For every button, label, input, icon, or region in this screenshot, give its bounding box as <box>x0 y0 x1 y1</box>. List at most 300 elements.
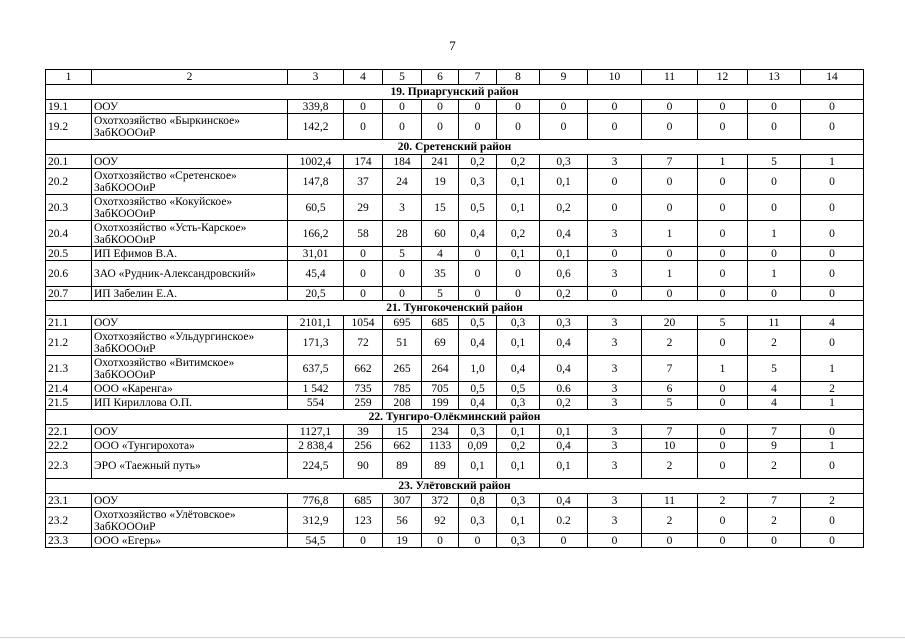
value-cell: 0 <box>801 508 864 534</box>
value-cell: 0 <box>540 114 588 140</box>
value-cell: 0 <box>801 287 864 301</box>
value-cell: 0,1 <box>497 169 540 195</box>
value-cell: 0 <box>698 114 748 140</box>
value-cell: 0,4 <box>540 439 588 453</box>
row-name-cell: ЗАО «Рудник-Александровский» <box>92 261 288 287</box>
row-code-cell: 22.3 <box>46 453 92 479</box>
row-name-cell: ИП Кириллова О.П. <box>92 396 288 410</box>
district-section-row <box>46 479 864 494</box>
value-cell: 15 <box>383 425 422 439</box>
table-row <box>46 261 864 287</box>
value-cell: 92 <box>422 508 459 534</box>
column-number-cell: 10 <box>588 70 642 85</box>
value-cell: 0 <box>748 100 801 114</box>
value-cell: 2 <box>698 494 748 508</box>
value-cell: 0 <box>801 425 864 439</box>
value-cell: 0,3 <box>540 155 588 169</box>
value-cell: 0,2 <box>497 155 540 169</box>
district-title: 19. Приаргунский район <box>46 85 864 100</box>
page-bottom-divider <box>0 637 905 638</box>
row-name-cell: ООУ <box>92 316 288 330</box>
value-cell: 0,3 <box>459 169 497 195</box>
value-cell: 0,1 <box>459 453 497 479</box>
value-cell: 0 <box>422 114 459 140</box>
value-cell: 0,3 <box>497 494 540 508</box>
value-cell: 776,8 <box>288 494 344 508</box>
value-cell: 29 <box>344 195 383 221</box>
column-number-cell: 2 <box>92 70 288 85</box>
value-cell: 11 <box>748 316 801 330</box>
value-cell: 0 <box>383 114 422 140</box>
district-section-row <box>46 410 864 425</box>
value-cell: 208 <box>383 396 422 410</box>
value-cell: 24 <box>383 169 422 195</box>
value-cell: 241 <box>422 155 459 169</box>
value-cell: 0 <box>801 195 864 221</box>
value-cell: 2101,1 <box>288 316 344 330</box>
table-row <box>46 114 864 140</box>
table-row <box>46 396 864 410</box>
value-cell: 10 <box>642 439 698 453</box>
row-code-cell: 22.2 <box>46 439 92 453</box>
value-cell: 0,8 <box>459 494 497 508</box>
value-cell: 123 <box>344 508 383 534</box>
value-cell: 0 <box>497 287 540 301</box>
table-row <box>46 169 864 195</box>
value-cell: 0 <box>383 287 422 301</box>
value-cell: 785 <box>383 382 422 396</box>
value-cell: 0,4 <box>540 494 588 508</box>
value-cell: 90 <box>344 453 383 479</box>
value-cell: 0 <box>698 195 748 221</box>
column-number-cell: 1 <box>46 70 92 85</box>
row-code-cell: 20.1 <box>46 155 92 169</box>
value-cell: 0,6 <box>540 261 588 287</box>
value-cell: 0 <box>422 534 459 548</box>
value-cell: 0 <box>748 534 801 548</box>
row-code-cell: 20.7 <box>46 287 92 301</box>
value-cell: 0 <box>801 453 864 479</box>
value-cell: 2 <box>801 494 864 508</box>
value-cell: 0 <box>801 221 864 247</box>
value-cell: 339,8 <box>288 100 344 114</box>
value-cell: 7 <box>642 155 698 169</box>
row-name-cell: ИП Ефимов В.А. <box>92 247 288 261</box>
value-cell: 662 <box>344 356 383 382</box>
value-cell: 0,1 <box>497 195 540 221</box>
value-cell: 0,3 <box>497 396 540 410</box>
value-cell: 0,1 <box>540 425 588 439</box>
table-row <box>46 439 864 453</box>
value-cell: 3 <box>588 494 642 508</box>
value-cell: 1 <box>698 155 748 169</box>
row-name-cell: ИП Забелин Е.А. <box>92 287 288 301</box>
value-cell: 0,5 <box>497 382 540 396</box>
value-cell: 554 <box>288 396 344 410</box>
table-row <box>46 316 864 330</box>
table-body <box>46 70 864 548</box>
value-cell: 147,8 <box>288 169 344 195</box>
value-cell: 142,2 <box>288 114 344 140</box>
value-cell: 1 542 <box>288 382 344 396</box>
value-cell: 0,4 <box>459 221 497 247</box>
value-cell: 0 <box>344 261 383 287</box>
value-cell: 0.6 <box>540 382 588 396</box>
value-cell: 3 <box>588 508 642 534</box>
value-cell: 0 <box>497 100 540 114</box>
column-number-cell: 6 <box>422 70 459 85</box>
value-cell: 7 <box>748 494 801 508</box>
value-cell: 6 <box>642 382 698 396</box>
value-cell: 199 <box>422 396 459 410</box>
value-cell: 0 <box>642 195 698 221</box>
value-cell: 685 <box>422 316 459 330</box>
table-row <box>46 155 864 169</box>
row-code-cell: 21.4 <box>46 382 92 396</box>
row-name-cell: ЭРО «Таежный путь» <box>92 453 288 479</box>
value-cell: 1 <box>801 439 864 453</box>
value-cell: 224,5 <box>288 453 344 479</box>
value-cell: 54,5 <box>288 534 344 548</box>
value-cell: 0 <box>698 169 748 195</box>
value-cell: 4 <box>748 396 801 410</box>
value-cell: 5 <box>642 396 698 410</box>
value-cell: 4 <box>422 247 459 261</box>
value-cell: 0,2 <box>497 439 540 453</box>
value-cell: 0 <box>801 247 864 261</box>
value-cell: 39 <box>344 425 383 439</box>
row-name-cell: ООО «Тунгирохота» <box>92 439 288 453</box>
value-cell: 0 <box>588 169 642 195</box>
value-cell: 2 <box>748 508 801 534</box>
value-cell: 0,5 <box>459 316 497 330</box>
value-cell: 5 <box>383 247 422 261</box>
value-cell: 0,2 <box>540 287 588 301</box>
value-cell: 0 <box>588 100 642 114</box>
value-cell: 58 <box>344 221 383 247</box>
value-cell: 5 <box>748 155 801 169</box>
value-cell: 0 <box>422 100 459 114</box>
value-cell: 0,4 <box>459 330 497 356</box>
table-row <box>46 221 864 247</box>
value-cell: 2 <box>748 453 801 479</box>
value-cell: 0 <box>459 100 497 114</box>
row-name-cell: Охотхозяйство «Витимское» ЗабКОООиР <box>92 356 288 382</box>
value-cell: 0 <box>642 169 698 195</box>
value-cell: 2 <box>642 330 698 356</box>
value-cell: 45,4 <box>288 261 344 287</box>
value-cell: 234 <box>422 425 459 439</box>
value-cell: 0,3 <box>497 534 540 548</box>
value-cell: 15 <box>422 195 459 221</box>
column-number-cell: 12 <box>698 70 748 85</box>
value-cell: 735 <box>344 382 383 396</box>
row-code-cell: 23.1 <box>46 494 92 508</box>
value-cell: 0,3 <box>459 508 497 534</box>
value-cell: 0,4 <box>540 221 588 247</box>
value-cell: 0,3 <box>540 316 588 330</box>
value-cell: 0,2 <box>459 155 497 169</box>
value-cell: 1002,4 <box>288 155 344 169</box>
table-row <box>46 534 864 548</box>
value-cell: 1 <box>642 221 698 247</box>
value-cell: 184 <box>383 155 422 169</box>
value-cell: 0 <box>698 261 748 287</box>
value-cell: 0 <box>642 114 698 140</box>
value-cell: 3 <box>588 356 642 382</box>
value-cell: 5 <box>422 287 459 301</box>
value-cell: 0 <box>642 534 698 548</box>
value-cell: 0 <box>588 247 642 261</box>
district-title: 20. Сретенский район <box>46 140 864 155</box>
value-cell: 3 <box>588 425 642 439</box>
value-cell: 0 <box>748 114 801 140</box>
value-cell: 0 <box>801 114 864 140</box>
value-cell: 0 <box>801 169 864 195</box>
value-cell: 0 <box>588 287 642 301</box>
value-cell: 3 <box>588 221 642 247</box>
row-name-cell: ООО «Егерь» <box>92 534 288 548</box>
value-cell: 20 <box>642 316 698 330</box>
value-cell: 264 <box>422 356 459 382</box>
value-cell: 705 <box>422 382 459 396</box>
value-cell: 2 <box>748 330 801 356</box>
value-cell: 1 <box>698 356 748 382</box>
district-section-row <box>46 301 864 316</box>
value-cell: 3 <box>588 316 642 330</box>
value-cell: 0 <box>698 534 748 548</box>
value-cell: 307 <box>383 494 422 508</box>
value-cell: 0 <box>748 247 801 261</box>
value-cell: 0 <box>459 261 497 287</box>
value-cell: 0 <box>698 439 748 453</box>
value-cell: 0,3 <box>459 425 497 439</box>
table-row <box>46 247 864 261</box>
value-cell: 0,1 <box>497 330 540 356</box>
row-code-cell: 20.5 <box>46 247 92 261</box>
row-name-cell: Охотхозяйство «Кокуйское» ЗабКОООиР <box>92 195 288 221</box>
row-name-cell: Охотхозяйство «Усть-Карское» ЗабКОООиР <box>92 221 288 247</box>
data-table <box>45 69 864 548</box>
value-cell: 3 <box>588 330 642 356</box>
row-code-cell: 23.3 <box>46 534 92 548</box>
row-code-cell: 20.2 <box>46 169 92 195</box>
value-cell: 0 <box>540 534 588 548</box>
value-cell: 60,5 <box>288 195 344 221</box>
row-code-cell: 21.5 <box>46 396 92 410</box>
column-number-cell: 4 <box>344 70 383 85</box>
value-cell: 69 <box>422 330 459 356</box>
row-code-cell: 23.2 <box>46 508 92 534</box>
value-cell: 0 <box>698 100 748 114</box>
value-cell: 1 <box>801 356 864 382</box>
value-cell: 0 <box>540 100 588 114</box>
value-cell: 3 <box>588 453 642 479</box>
table-row <box>46 494 864 508</box>
value-cell: 7 <box>642 425 698 439</box>
value-cell: 0,1 <box>540 453 588 479</box>
value-cell: 28 <box>383 221 422 247</box>
value-cell: 0 <box>748 287 801 301</box>
value-cell: 3 <box>588 396 642 410</box>
row-code-cell: 21.1 <box>46 316 92 330</box>
value-cell: 0,5 <box>459 382 497 396</box>
value-cell: 2 838,4 <box>288 439 344 453</box>
value-cell: 0,2 <box>540 195 588 221</box>
value-cell: 9 <box>748 439 801 453</box>
table-row <box>46 508 864 534</box>
row-name-cell: ООО «Каренга» <box>92 382 288 396</box>
column-number-cell: 13 <box>748 70 801 85</box>
value-cell: 19 <box>422 169 459 195</box>
value-cell: 0 <box>588 534 642 548</box>
value-cell: 0,1 <box>540 169 588 195</box>
value-cell: 7 <box>642 356 698 382</box>
column-number-row <box>46 70 864 85</box>
page-number: 7 <box>449 38 456 53</box>
value-cell: 20,5 <box>288 287 344 301</box>
value-cell: 0,1 <box>540 247 588 261</box>
value-cell: 11 <box>642 494 698 508</box>
table-row <box>46 356 864 382</box>
value-cell: 4 <box>748 382 801 396</box>
value-cell: 0,2 <box>497 221 540 247</box>
value-cell: 0 <box>497 114 540 140</box>
value-cell: 60 <box>422 221 459 247</box>
value-cell: 0 <box>698 382 748 396</box>
value-cell: 0 <box>698 247 748 261</box>
row-name-cell: Охотхозяйство «Быркинское» ЗабКОООиР <box>92 114 288 140</box>
row-name-cell: Охотхозяйство «Ульдургинское» ЗабКОООиР <box>92 330 288 356</box>
value-cell: 2 <box>642 453 698 479</box>
value-cell: 0 <box>698 221 748 247</box>
value-cell: 1127,1 <box>288 425 344 439</box>
row-name-cell: ООУ <box>92 100 288 114</box>
value-cell: 0,09 <box>459 439 497 453</box>
value-cell: 0 <box>748 169 801 195</box>
value-cell: 695 <box>383 316 422 330</box>
value-cell: 0 <box>588 195 642 221</box>
value-cell: 372 <box>422 494 459 508</box>
value-cell: 0,1 <box>497 508 540 534</box>
value-cell: 1 <box>801 155 864 169</box>
value-cell: 0 <box>344 287 383 301</box>
value-cell: 2 <box>642 508 698 534</box>
column-number-cell: 9 <box>540 70 588 85</box>
value-cell: 0 <box>459 114 497 140</box>
value-cell: 312,9 <box>288 508 344 534</box>
column-number-cell: 8 <box>497 70 540 85</box>
value-cell: 1,0 <box>459 356 497 382</box>
value-cell: 0 <box>698 508 748 534</box>
value-cell: 637,5 <box>288 356 344 382</box>
column-number-cell: 11 <box>642 70 698 85</box>
row-name-cell: ООУ <box>92 155 288 169</box>
value-cell: 56 <box>383 508 422 534</box>
row-code-cell: 20.4 <box>46 221 92 247</box>
value-cell: 5 <box>748 356 801 382</box>
value-cell: 0 <box>801 261 864 287</box>
value-cell: 0 <box>698 425 748 439</box>
value-cell: 0,1 <box>497 425 540 439</box>
district-section-row <box>46 140 864 155</box>
row-code-cell: 20.3 <box>46 195 92 221</box>
value-cell: 3 <box>588 439 642 453</box>
value-cell: 4 <box>801 316 864 330</box>
value-cell: 0 <box>642 247 698 261</box>
value-cell: 0,4 <box>540 356 588 382</box>
table-row <box>46 453 864 479</box>
value-cell: 0 <box>344 247 383 261</box>
value-cell: 259 <box>344 396 383 410</box>
value-cell: 3 <box>588 155 642 169</box>
value-cell: 0 <box>698 330 748 356</box>
value-cell: 0 <box>642 287 698 301</box>
value-cell: 0,4 <box>497 356 540 382</box>
value-cell: 89 <box>383 453 422 479</box>
row-name-cell: Охотхозяйство «Сретенское» ЗабКОООиР <box>92 169 288 195</box>
row-code-cell: 21.2 <box>46 330 92 356</box>
value-cell: 89 <box>422 453 459 479</box>
table-row <box>46 195 864 221</box>
row-name-cell: Охотхозяйство «Улётовское» ЗабКОООиР <box>92 508 288 534</box>
value-cell: 0 <box>383 261 422 287</box>
value-cell: 0,3 <box>497 316 540 330</box>
value-cell: 0 <box>497 261 540 287</box>
district-title: 22. Тунгиро-Олёкминский район <box>46 410 864 425</box>
value-cell: 3 <box>383 195 422 221</box>
value-cell: 0 <box>459 287 497 301</box>
table-row <box>46 100 864 114</box>
district-title: 23. Улётовский район <box>46 479 864 494</box>
column-number-cell: 14 <box>801 70 864 85</box>
column-number-cell: 7 <box>459 70 497 85</box>
value-cell: 1 <box>801 396 864 410</box>
column-number-cell: 5 <box>383 70 422 85</box>
value-cell: 72 <box>344 330 383 356</box>
value-cell: 0 <box>698 453 748 479</box>
value-cell: 0 <box>801 100 864 114</box>
value-cell: 0 <box>344 534 383 548</box>
value-cell: 35 <box>422 261 459 287</box>
row-code-cell: 22.1 <box>46 425 92 439</box>
value-cell: 0 <box>748 195 801 221</box>
row-code-cell: 19.1 <box>46 100 92 114</box>
row-name-cell: ООУ <box>92 425 288 439</box>
value-cell: 31,01 <box>288 247 344 261</box>
value-cell: 0 <box>459 534 497 548</box>
row-name-cell: ООУ <box>92 494 288 508</box>
value-cell: 0 <box>588 114 642 140</box>
value-cell: 0,1 <box>497 453 540 479</box>
value-cell: 685 <box>344 494 383 508</box>
value-cell: 1133 <box>422 439 459 453</box>
table-row <box>46 287 864 301</box>
value-cell: 174 <box>344 155 383 169</box>
value-cell: 7 <box>748 425 801 439</box>
value-cell: 0 <box>801 330 864 356</box>
value-cell: 3 <box>588 382 642 396</box>
value-cell: 37 <box>344 169 383 195</box>
value-cell: 0,1 <box>497 247 540 261</box>
district-section-row <box>46 85 864 100</box>
value-cell: 0 <box>698 396 748 410</box>
table-row <box>46 330 864 356</box>
value-cell: 0,2 <box>540 396 588 410</box>
table-row <box>46 425 864 439</box>
value-cell: 0 <box>642 100 698 114</box>
value-cell: 2 <box>801 382 864 396</box>
